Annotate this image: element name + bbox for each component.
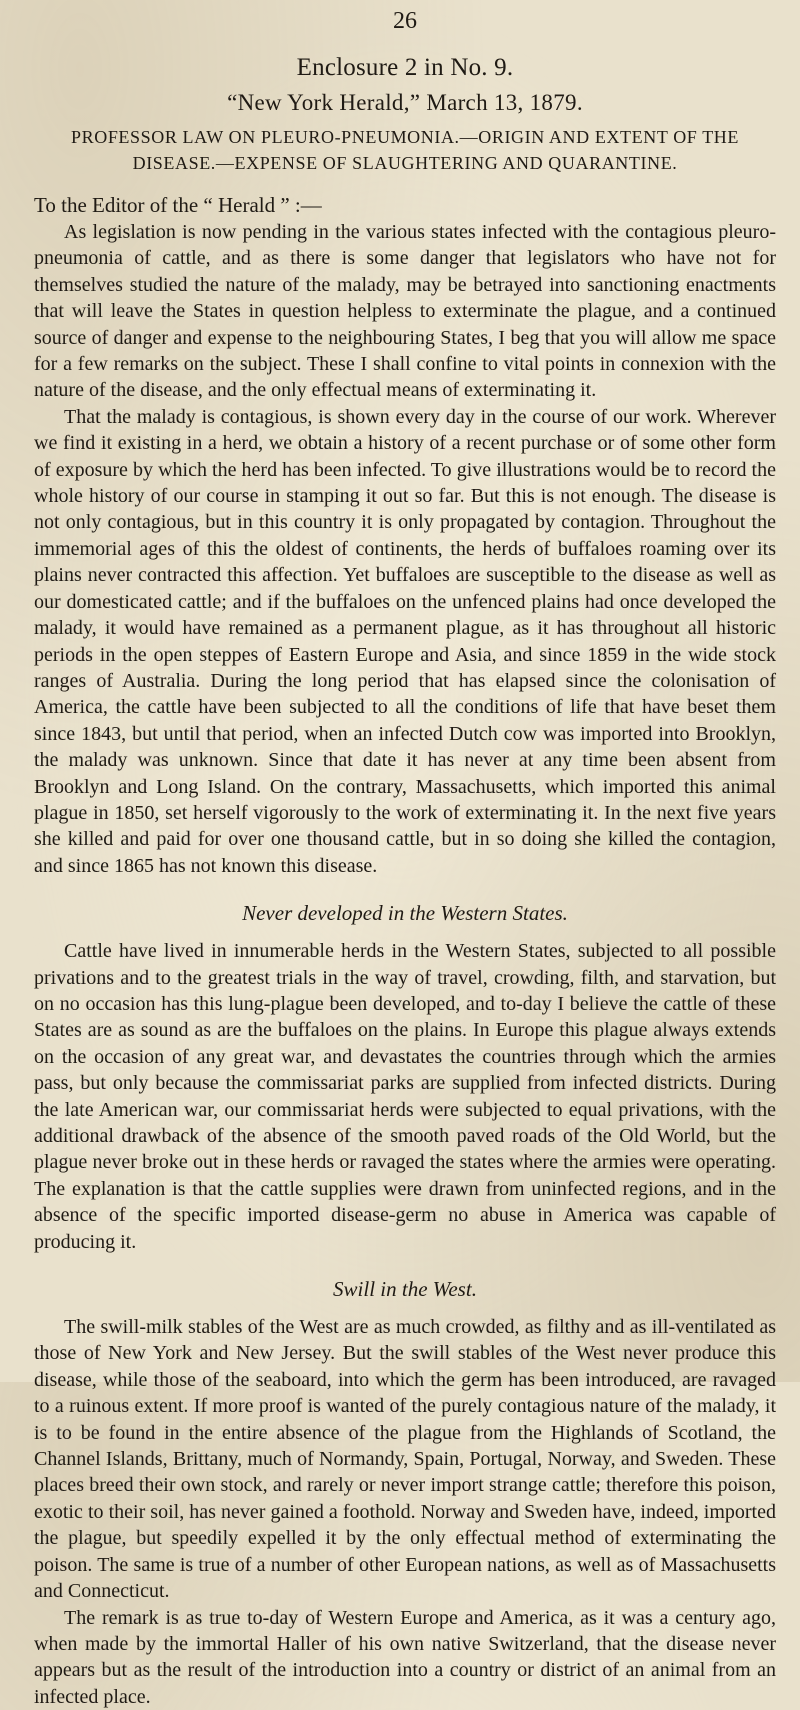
section-subheading: Swill in the West. xyxy=(34,1277,776,1302)
salutation: To the Editor of the “ Herald ” :— xyxy=(34,192,776,219)
paragraph: The remark is as true to-day of Western Europe and America, as it was a century ago, when made by the immortal Haller of his own native Switzerland, that the disease never appears but as the result of the introduction into a country or district of an animal from an infected place. xyxy=(34,1605,776,1710)
paragraph: The swill-milk stables of the West are as much crowded, as filthy and as ill-ventilated as those of New York and New Jersey. But the swill stables of the West never produce this disease, while those of the seaboard, into which the germ has been introduced, are ravaged to a ruinous extent. If more proof is wanted of the purely contagious nature of the malady, it is to be found in the entire absence of the plague from the Highlands of Scotland, the Channel Islands, Brittany, much of Normandy, Spain, Portugal, Norway, and Sweden. These places breed their own stock, and rarely or never import strange cattle; therefore this poison, exotic to their soil, has never gained a foothold. Norway and Sweden have, indeed, imported the plague, but speedily expelled it by the only effectual method of exterminating the poison. The same is true of a number of other European nations, as well as of Massachusetts and Connecticut. xyxy=(34,1314,776,1604)
section-intro xyxy=(34,219,776,879)
article-headline: PROFESSOR LAW ON PLEURO-PNEUMONIA.—ORIGIN AND EXTENT OF THE DISEASE.—EXPENSE OF SLAUGHTERING AND QUARANTINE. xyxy=(34,124,776,176)
paragraph: Cattle have lived in innumerable herds in the Western States, subjected to all possible privations and to the greatest trials in the way of travel, crowding, filth, and starvation, but on no occasion has this lung-plague been developed, and to-day I believe the cattle of these States are as sound as are the buffaloes on the plains. In Europe this plague always extends on the occasion of any great war, and devastates the countries through which the armies pass, but only because the commissariat parks are supplied from infected districts. During the late American war, our commissariat herds were subjected to equal privations, with the additional drawback of the absence of the smooth paved roads of the Old World, but the plague never broke out in these herds or ravaged the states where the armies were operating. The explanation is that the cattle supplies were drawn from uninfected regions, and in the absence of the specific imported disease-germ no abuse in America was capable of producing it. xyxy=(34,938,776,1255)
dateline: “New York Herald,” March 13, 1879. xyxy=(34,90,776,116)
enclosure-heading: Enclosure 2 in No. 9. xyxy=(34,54,776,82)
paragraph: That the malady is contagious, is shown every day in the course of our work. Wherever we find it existing in a herd, we obtain a history of a recent purchase or of some other form of exposure by which the herd has been infected. To give illustrations would be to record the whole history of our course in stamping it out so far. But this is not enough. The disease is not only contagious, but in this country it is only propagated by contagion. Throughout the immemorial ages of this the oldest of continents, the herds of buffaloes roaming over its plains never contracted this affection. Yet buffaloes are susceptible to the disease as well as our domesticated cattle; and if the buffaloes on the unfenced plains had once developed the malady, it would have remained as a permanent plague, as it has throughout all historic periods in the open steppes of Eastern Europe and Asia, and since 1859 in the wide stock ranges of Australia. During the long period that has elapsed since the colonisation of America, the cattle have been subjected to all the conditions of life that have beset them since 1843, but until that period, when an infected Dutch cow was imported into Brooklyn, the malady was unknown. Since that date it has never at any time been absent from Brooklyn and Long Island. On the contrary, Massachusetts, which imported this animal plague in 1850, set herself vigorously to the work of exterminating it. In the next five years she killed and paid for over one thousand cattle, but in so doing she killed the contagion, and since 1865 has not known this disease. xyxy=(34,404,776,879)
section-swill xyxy=(34,1277,776,1710)
page-number: 26 xyxy=(34,0,776,48)
paragraph: As legislation is now pending in the various states infected with the contagious pleuro-pneumonia of cattle, and as there is some danger that legislators who have not for themselves studied the nature of the malady, may be betrayed into sanctioning enactments that will leave the States in question helpless to exterminate the plague, and a continued source of danger and expense to the neighbouring States, I beg that you will allow me space for a few remarks on the subject. These I shall confine to vital points in connexion with the nature of the disease, and the only effectual means of exterminating it. xyxy=(34,219,776,404)
section-western-states xyxy=(34,901,776,1255)
section-subheading: Never developed in the Western States. xyxy=(34,901,776,926)
